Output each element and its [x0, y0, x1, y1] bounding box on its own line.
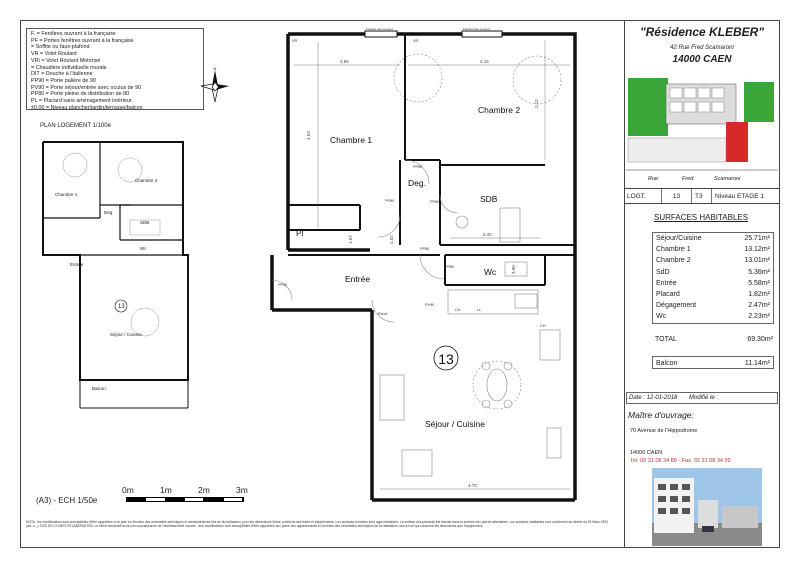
- modified-date: Modifié le :: [689, 395, 719, 401]
- dim-label: 3.12: [534, 99, 539, 108]
- room-label-elect: Elect.: [378, 311, 389, 316]
- room-label-sejour: Séjour / Cuisine: [425, 419, 486, 429]
- room-label-entree: Entrée: [345, 274, 371, 284]
- surface-value: 5.36m²: [748, 268, 770, 276]
- door-tag: PV90: [425, 303, 435, 307]
- legend-item: PP80 = Porte pleine de distribution de 80: [31, 91, 130, 98]
- door-tag: CH: [540, 324, 546, 328]
- site-map: [626, 74, 778, 184]
- door-tag: CU: [455, 308, 461, 312]
- balcony-surface: [652, 356, 774, 369]
- dim-label: 3.00: [511, 265, 516, 274]
- surface-row: [653, 267, 773, 278]
- disclaimer-notes: NOTA : les modifications sont susceptibles d'être apportées à ce plan en fonction des nécessités techniques et administratives lors de la réalisation, pour les dimensions libres, positions des baies et équipements. Les surfaces données sont approximatives. La surface des placards est incluse dans la surface des pièces attenantes. Les surfaces habitables sont conformes au décret du 23 Mars 1993 (art. 4...). DCE EN COURS D'ELABORATION. Le client reconnaît avoir pris connaissance de l'avertissement suivant : des modifications sont susceptibles d'être apportées aux plans des appartements en fonction des nécessités techniques de la réalisation, tant en ce qui concerne les dimensions que l'équipement.: [26, 520, 608, 528]
- residence-address: 42 Rue Fred Scamaroni: [670, 45, 734, 51]
- door-tag: PP80: [413, 165, 423, 169]
- legend-item: = Chaudière individuelle murale: [31, 64, 107, 71]
- legend-item: PV90 = Porte séjour/entrée avec oculus de 90: [31, 84, 142, 91]
- surfaces-table: [652, 232, 774, 324]
- map-street-label: Fred: [682, 176, 694, 182]
- dim-label: 4.63: [306, 131, 311, 140]
- surface-row: [653, 300, 773, 311]
- total-label: TOTAL: [655, 336, 677, 343]
- map-street-label: Rue: [648, 176, 659, 182]
- small-label-chambre2: Chambre 2: [135, 178, 158, 183]
- plan-date: Date : 12-01-2018: [629, 395, 678, 401]
- lot-logt-label: LOGT.: [624, 189, 662, 203]
- surface-name: Chambre 1: [656, 246, 691, 254]
- legend-item: VR\ = Volet Roulant Motorisé: [31, 57, 101, 64]
- scale-tick: 2m: [198, 485, 210, 495]
- svg-text:Fenêtre fixe ouvrant: Fenêtre fixe ouvrant: [366, 27, 393, 31]
- room-label-sdb: SDB: [480, 194, 498, 204]
- surface-name: Entrée: [656, 279, 677, 287]
- surface-name: SdD: [656, 268, 670, 276]
- room-label-chambre2: Chambre 2: [478, 105, 521, 115]
- small-label-chambre1: Chambre 1: [55, 192, 78, 197]
- date-box: [626, 392, 778, 404]
- owner-city: 14000 CAEN: [630, 450, 663, 456]
- scale-bar: [126, 497, 244, 502]
- room-label-chambre1: Chambre 1: [330, 135, 373, 145]
- dim-label: 1.52: [389, 235, 394, 244]
- legend-item: PF = Portes fenêtres ouvrant à la française: [31, 37, 134, 44]
- legend-item: ±0.00 = Niveau plancher/jardin/terrasse/balcon: [31, 104, 143, 111]
- surface-row: [653, 233, 773, 244]
- small-label-lot: 13: [118, 304, 125, 310]
- surfaces-title: SURFACES HABITABLES: [654, 213, 749, 222]
- door-tag: PP90: [278, 283, 288, 287]
- surface-value: 2.23m²: [748, 313, 770, 321]
- surface-row: [653, 289, 773, 300]
- small-label-balcon: Balcon: [92, 386, 106, 391]
- dim-label: 1.67: [348, 235, 353, 244]
- surface-value: 25.71m²: [744, 235, 770, 242]
- map-street-label: Scamaroni: [714, 176, 741, 182]
- surface-row: [653, 311, 773, 322]
- room-label-wc: Wc: [484, 267, 497, 277]
- small-plan-title: PLAN LOGEMENT 1/100e: [40, 123, 111, 129]
- door-tag: PP80: [430, 200, 440, 204]
- small-label-wc: Wc: [140, 246, 147, 251]
- surface-value: 13.01m²: [744, 257, 770, 265]
- surface-value: 13.12m²: [744, 246, 770, 254]
- legend-item: F. = Fenêtres ouvrant à la française: [31, 31, 116, 37]
- balcony-label: Balcon: [656, 360, 678, 367]
- surface-row: [653, 255, 773, 266]
- lot-number: 13: [662, 189, 692, 203]
- legend-item: PP90 = Porte palière de 90: [31, 77, 96, 84]
- scale-tick: 1m: [160, 485, 172, 495]
- legend-item: DIT = Douche à l'italienne: [31, 71, 93, 78]
- door-tag: PP80: [445, 265, 455, 269]
- small-label-deg: Deg.: [104, 210, 114, 215]
- dim-label: 3.85: [340, 59, 349, 64]
- svg-text:N: N: [213, 66, 217, 71]
- lot-type: T3: [692, 189, 712, 203]
- door-tag: PP80: [420, 247, 430, 251]
- door-tag: VR: [413, 39, 419, 43]
- surface-name: Placard: [656, 290, 680, 298]
- owner-address: 70 Avenue de l'Hippodrome: [630, 428, 698, 434]
- surface-row: [653, 278, 773, 289]
- dim-label: 4.70: [468, 483, 477, 488]
- lot-info-bar: [624, 188, 780, 204]
- surface-row: [653, 244, 773, 255]
- scale-label: (A3) - ECH 1/50e: [36, 496, 98, 505]
- surface-name: Chambre 2: [656, 257, 691, 265]
- surface-value: 5.58m²: [748, 279, 770, 287]
- owner-phone: Tel. 02 31 08 34 88 - Fax. 02 31 08 34 99: [630, 458, 731, 464]
- residence-city: 14000 CAEN: [672, 54, 732, 65]
- surface-name: Séjour/Cuisine: [656, 235, 702, 242]
- lot-level: Niveau ETAGE 1: [715, 192, 765, 200]
- svg-text:Fenêtre fixe ouvrant: Fenêtre fixe ouvrant: [463, 27, 490, 31]
- door-tag: VR: [292, 39, 298, 43]
- room-label-deg: Deg.: [408, 178, 426, 188]
- residence-title: "Résidence KLEBER": [639, 25, 765, 39]
- surfaces-total: [655, 336, 773, 343]
- total-value: 69.30m²: [747, 336, 773, 343]
- small-label-entree: Entrée: [70, 262, 84, 267]
- surface-name: Wc: [656, 313, 667, 321]
- dim-label: 4.15: [480, 59, 489, 64]
- surface-value: 2.47m²: [748, 302, 770, 310]
- dim-label: 2.42: [483, 232, 492, 237]
- door-tag: PP80: [385, 199, 395, 203]
- room-label-pl: Pl: [296, 228, 304, 238]
- owner-title: Maître d'ouvrage:: [628, 410, 694, 420]
- legend-item: PL = Placard sans aménagement intérieur: [31, 98, 132, 105]
- scale-tick: 0m: [122, 485, 134, 495]
- small-label-sejour: Séjour / Cuisine: [110, 332, 142, 337]
- small-label-sdb: SDB: [140, 220, 150, 225]
- lot-number-label: 13: [438, 351, 454, 367]
- legend-item: VR = Volet Roulant: [31, 51, 77, 58]
- balcony-value: 11.14m²: [744, 360, 770, 367]
- surface-value: 1.82m²: [748, 290, 770, 298]
- legend-item: = Soffite ou faux-plafond: [31, 44, 90, 51]
- surface-name: Dégagement: [656, 302, 697, 310]
- scale-tick: 3m: [236, 485, 248, 495]
- door-tag: LL: [477, 308, 482, 312]
- building-photo: [652, 468, 762, 546]
